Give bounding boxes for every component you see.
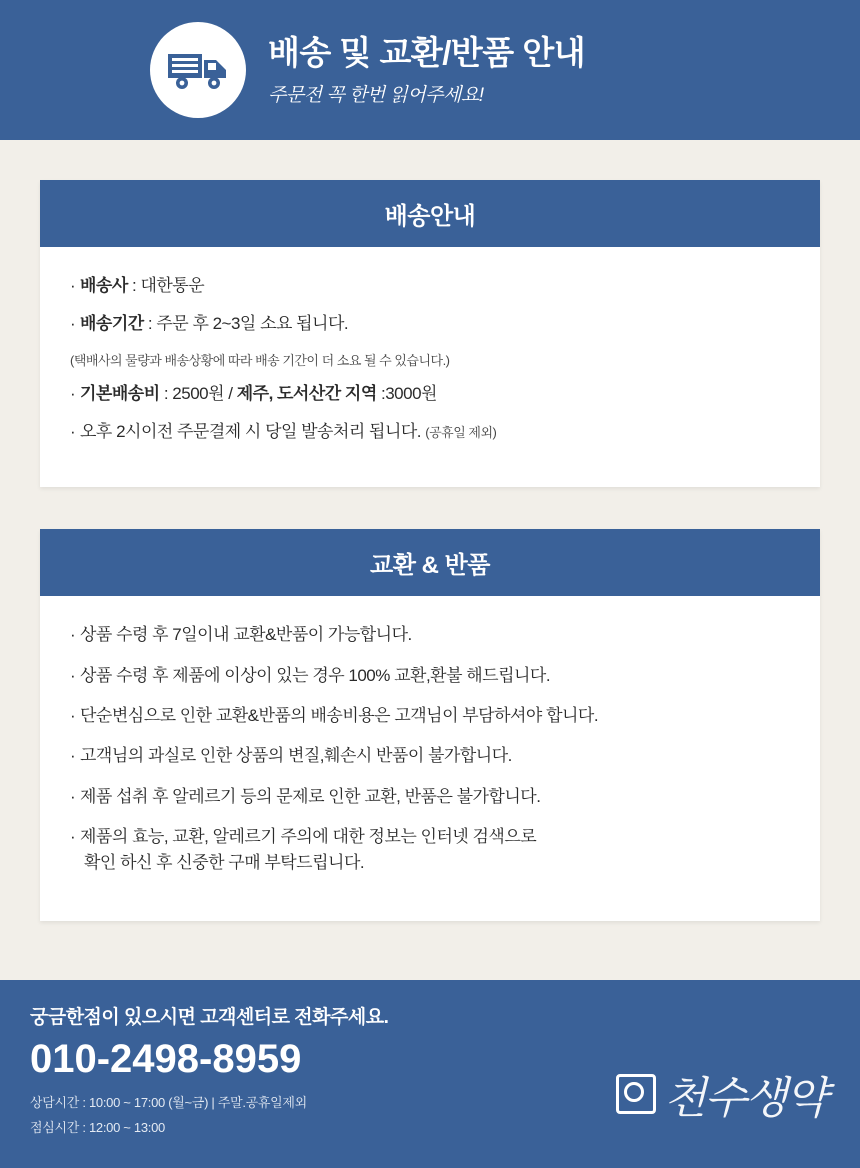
refund-item-continuation: 확인 하신 후 신중한 구매 부탁드립니다. xyxy=(84,853,365,873)
shipping-fee-label: 기본배송비 xyxy=(80,383,160,403)
page-header xyxy=(0,0,860,140)
bullet-icon: · xyxy=(70,276,76,295)
bullet-icon: · xyxy=(70,786,76,806)
shipping-card xyxy=(40,180,820,487)
footer-hours: 상담시간 : 10:00 ~ 17:00 (월~금) | 주말.공휴일제외 xyxy=(30,1095,307,1110)
logo-text: 천수생약 xyxy=(663,1073,826,1124)
refund-item-text: 고객님의 과실로 인한 상품의 변질,훼손시 반품이 불가합니다. xyxy=(80,746,512,766)
page-subtitle: 주문전 꼭 한번 읽어주세요! xyxy=(268,85,484,107)
shipping-heading: 배송안내 xyxy=(40,180,820,247)
refund-heading: 교환 & 반품 xyxy=(40,529,820,596)
refund-item-text: 제품의 효능, 교환, 알레르기 주의에 대한 정보는 인터넷 검색으로 xyxy=(80,827,537,847)
shipping-company-value: 대한통운 xyxy=(140,276,205,295)
refund-item-text: 제품 섭취 후 알레르기 등의 문제로 인한 교환, 반품은 불가합니다. xyxy=(80,786,541,806)
shipping-fee-region-value: 3000원 xyxy=(385,383,437,403)
page-title: 배송 및 교환/반품 안내 xyxy=(268,33,586,71)
shipping-company-label: 배송사 xyxy=(80,276,128,295)
refund-item xyxy=(70,703,790,729)
page-footer xyxy=(0,980,860,1168)
shipping-fee-sep: : xyxy=(159,383,173,403)
refund-body xyxy=(40,596,820,920)
bullet-icon: · xyxy=(70,827,76,847)
brand-logo xyxy=(596,1054,826,1134)
bullet-icon: · xyxy=(70,665,76,685)
footer-question: 궁금한점이 있으시면 고객센터로 전화주세요. xyxy=(30,1007,389,1028)
bullet-icon: · xyxy=(70,422,76,442)
refund-item xyxy=(70,622,790,648)
shipping-fee-value: 2500원 / xyxy=(172,383,237,403)
refund-item-text: 상품 수령 후 제품에 이상이 있는 경우 100% 교환,환불 해드립니다. xyxy=(80,665,551,685)
shipping-fee-line xyxy=(70,381,790,407)
bullet-icon: · xyxy=(70,706,76,726)
header-texts xyxy=(268,33,585,108)
shipping-fee-region-label: 제주, 도서산간 지역 xyxy=(236,383,377,403)
shipping-note: (택배사의 물량과 배송상황에 따라 배송 기간이 더 소요 될 수 있습니다.) xyxy=(70,352,450,368)
main-content xyxy=(0,140,860,921)
bullet-icon: · xyxy=(70,383,76,403)
refund-item xyxy=(70,663,790,689)
shipping-period-sep: : xyxy=(143,314,157,334)
bullet-icon: · xyxy=(70,314,76,334)
footer-lunch-hours: 점심시간 : 12:00 ~ 13:00 xyxy=(30,1120,165,1135)
shipping-company-line xyxy=(70,273,790,299)
footer-phone-number[interactable]: 010-2498-8959 xyxy=(30,1037,302,1081)
refund-item xyxy=(70,824,790,877)
shipping-period-line xyxy=(70,311,790,337)
refund-card xyxy=(40,529,820,920)
shipping-company-sep: : xyxy=(127,276,141,295)
shipping-cutoff-text: 오후 2시이전 주문결제 시 당일 발송처리 됩니다. xyxy=(80,422,422,442)
shipping-fee-sep2: : xyxy=(376,383,386,403)
bullet-icon: · xyxy=(70,746,76,766)
refund-item xyxy=(70,743,790,769)
delivery-truck-icon xyxy=(150,22,246,118)
bullet-icon: · xyxy=(70,625,76,645)
refund-item-text: 단순변심으로 인한 교환&반품의 배송비용은 고객님이 부담하셔야 합니다. xyxy=(80,706,599,726)
refund-item-text: 상품 수령 후 7일이내 교환&반품이 가능합니다. xyxy=(80,625,412,645)
shipping-cutoff-line xyxy=(70,419,790,445)
shipping-period-value: 주문 후 2~3일 소요 됩니다. xyxy=(156,314,349,334)
shipping-period-label: 배송기간 xyxy=(80,314,144,334)
shipping-cutoff-note: (공휴일 제외) xyxy=(425,425,497,441)
refund-item xyxy=(70,784,790,810)
shipping-body xyxy=(40,247,820,487)
logo-seal-icon xyxy=(616,1074,656,1114)
